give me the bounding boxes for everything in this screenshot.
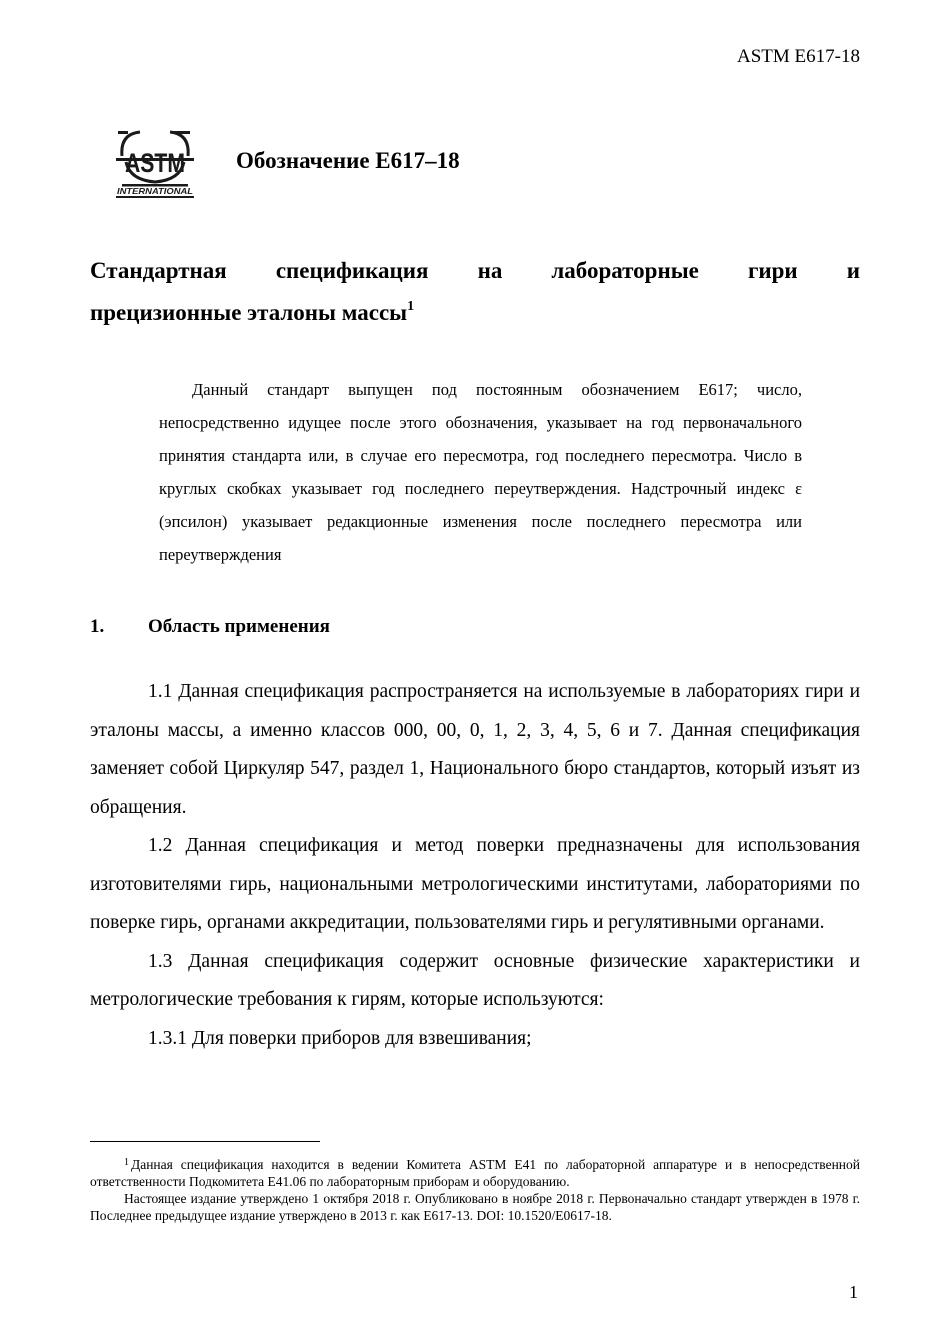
- page-number: 1: [849, 1282, 858, 1302]
- title-line-2: [90, 292, 860, 334]
- title-word: на: [477, 258, 503, 283]
- footnote-separator: [90, 1141, 320, 1142]
- title-line-2-text: прецизионные эталоны массы: [90, 300, 408, 325]
- astm-logo-subtitle: INTERNATIONAL: [117, 186, 193, 196]
- footnote-1-text: Данная спецификация находится в ведении Комитета ASTM E41 по лабораторной аппаратуре и в непосредственной ответственности Подкомитета E41.06 по лабораторным приборам и оборудованию.: [90, 1157, 860, 1189]
- section-title: Область применения: [148, 616, 330, 637]
- paragraph-1-3: 1.3 Данная спецификация содержит основные физические характеристики и метрологические требования к гирям, которые используются:: [90, 950, 860, 1010]
- header-document-code: ASTM E617-18: [737, 46, 860, 67]
- title-word: спецификация: [275, 258, 429, 283]
- section-1-heading: [90, 616, 330, 638]
- title-word: лабораторные: [551, 258, 699, 283]
- document-title: [90, 250, 860, 334]
- astm-logo-letters: ASTM: [125, 148, 185, 178]
- footnote-1: [90, 1156, 860, 1190]
- footnote-marker: 1: [124, 1157, 129, 1168]
- paragraph-1-3-1: 1.3.1 Для поверки приборов для взвешивания;: [148, 1027, 532, 1049]
- title-word: Стандартная: [90, 258, 227, 283]
- footnote-2: Настоящее издание утверждено 1 октября 2018 г. Опубликовано в ноябре 2018 г. Первоначально стандарт утвержден в 1978 г. Последнее предыдущее издание утверждено в 2013 г. как E617-13. DOI: 10.1520/E0617-18.: [90, 1191, 860, 1223]
- section-number: 1.: [90, 616, 105, 637]
- title-word: и: [846, 258, 860, 283]
- astm-logo: [112, 126, 198, 202]
- title-word: гири: [747, 258, 798, 283]
- designation-notice: Данный стандарт выпущен под постоянным обозначением E617; число, непосредственно идущее после этого обозначения, указывает на год первоначального принятия стандарта или, в случае его пересмотра, год последнего пересмотра. Число в круглых скобках указывает год последнего переутверждения. Надстрочный индекс ε (эпсилон) указывает редакционные изменения после последнего пересмотра или переутверждения: [159, 380, 802, 564]
- footnotes: [90, 1156, 860, 1224]
- standard-designation: Обозначение E617–18: [236, 148, 460, 173]
- paragraph-1-2: 1.2 Данная спецификация и метод поверки предназначены для использования изготовителями гирь, национальными метрологическими институтами, лабораториями по поверке гирь, органами аккредитации, пользователями гирь и регулятивными органами.: [90, 835, 860, 933]
- title-footnote-ref: 1: [407, 299, 415, 314]
- paragraph-1-1: 1.1 Данная спецификация распространяется на используемые в лабораториях гири и эталоны массы, а именно классов 000, 00, 0, 1, 2, 3, 4, 5, 6 и 7. Данная спецификация заменяет собой Циркуляр 547, раздел 1, Национального бюро стандартов, который изъят из обращения.: [90, 681, 860, 818]
- title-line-1: [90, 250, 860, 292]
- section-1-body: [90, 673, 860, 1058]
